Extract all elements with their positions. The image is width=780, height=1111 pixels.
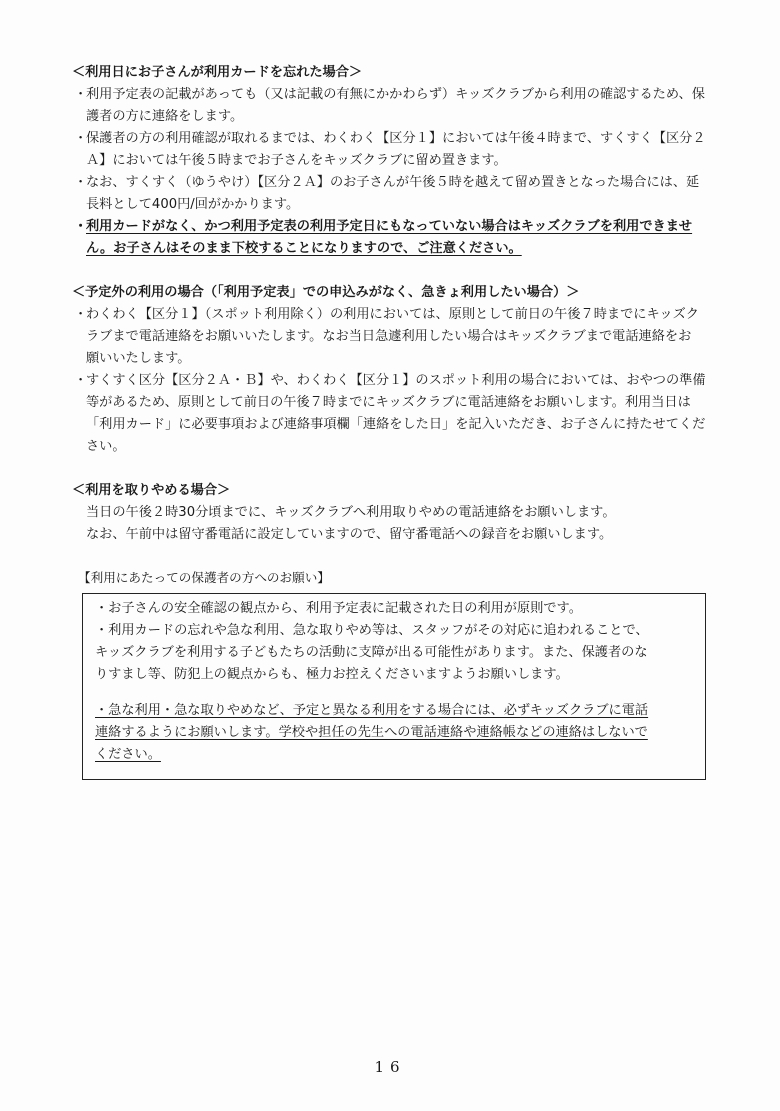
text-line: 願いいたします。 [86, 351, 191, 366]
text-line: 「利用カード」に必要事項および連絡事項欄「連絡をした日」を記入いただき、お子さんに持たせてくだ [86, 417, 706, 432]
list-item [72, 172, 722, 216]
bullet-mark: ・ [74, 175, 88, 190]
requests-title: 【利用にあたっての保護者の方へのお願い】 [78, 570, 330, 585]
text-line: わくわく【区分１】（スポット利用除く）の利用においては、原則として前日の午後７時までにキッズク [86, 307, 699, 322]
text-line: 利用カードがなく、かつ利用予定表の利用予定日にもなっていない場合はキッズクラブを利用できませ [86, 219, 693, 234]
text-line: 利用予定表の記載があっても（又は記載の有無にかかわらず）キッズクラブから利用の確認するため、保 [86, 87, 705, 102]
text-line: なお、すくすく（ゆうやけ）【区分２Ａ】のお子さんが午後５時を越えて留め置きとなった場合には、延 [86, 175, 700, 190]
text-line: すくすく区分【区分２Ａ・Ｂ】や、わくわく【区分１】のスポット利用の場合においては、おやつの準備 [86, 373, 706, 388]
text-line: りすまし等、防犯上の観点からも、極力お控えくださいますようお願いします。 [95, 667, 569, 682]
text-line: ・急な利用・急な取りやめなど、予定と異なる利用をする場合には、必ずキッズクラブに電話 [95, 703, 649, 718]
text-line: ん。お子さんはそのまま下校することになりますので、ご注意ください。 [86, 241, 522, 256]
text-line: キッズクラブを利用する子どもたちの活動に支障が出る可能性があります。また、保護者のな [95, 645, 648, 660]
bullet-mark: ・ [74, 373, 88, 388]
list-item [72, 370, 722, 458]
text-line: さい。 [86, 439, 126, 454]
section-cancel [72, 480, 722, 546]
text-line: 保護者の方の利用確認が取れるまでは、わくわく【区分１】においては午後４時まで、すくすく【区分２ [86, 131, 706, 146]
paragraph-gap [95, 686, 697, 700]
bullet-mark: ・ [74, 219, 88, 234]
section-heading: ＜予定外の利用の場合（「利用予定表」での申込みがなく、急きょ利用したい場合）＞ [72, 285, 580, 300]
text-line: 当日の午後２時30分頃までに、キッズクラブへ利用取りやめの電話連絡をお願いします。 [86, 505, 616, 520]
text-line: なお、午前中は留守番電話に設定していますので、留守番電話への録音をお願いします。 [86, 527, 613, 542]
text-line: 護者の方に連絡をします。 [86, 109, 244, 124]
page-number: 16 [374, 1058, 406, 1076]
section-forgot-card [72, 62, 722, 260]
list-item [72, 128, 722, 172]
list-item [72, 84, 722, 128]
bullet-mark: ・ [74, 131, 88, 146]
text-line: 等があるため、原則として前日の午後７時までにキッズクラブに電話連絡をお願いします。利用当日は [86, 395, 691, 410]
bullet-mark: ・ [74, 87, 88, 102]
bullet-mark: ・ [74, 307, 88, 322]
text-line: ください。 [95, 747, 161, 762]
text-line: 連絡するようにお願いします。学校や担任の先生への電話連絡や連絡帳などの連絡はしないで [95, 725, 648, 740]
text-line: 長料として400円/回がかかります。 [86, 197, 300, 212]
list-item [72, 304, 722, 370]
list-item-warning [72, 216, 722, 260]
section-heading: ＜利用日にお子さんが利用カードを忘れた場合＞ [72, 65, 363, 80]
text-line: ・利用カードの忘れや急な利用、急な取りやめ等は、スタッフがその対応に追われることで、 [95, 623, 649, 638]
section-unscheduled-use [72, 282, 722, 458]
section-heading: ＜利用を取りやめる場合＞ [72, 483, 231, 498]
requests-box [82, 593, 706, 780]
text-line: ・お子さんの安全確認の観点から、利用予定表に記載された日の利用が原則です。 [95, 601, 582, 616]
text-line: Ａ】においては午後５時までお子さんをキッズクラブに留め置きます。 [86, 153, 507, 168]
text-line: ラブまで電話連絡をお願いいたします。なお当日急遽利用したい場合はキッズクラブまで電話連絡をお [86, 329, 692, 344]
